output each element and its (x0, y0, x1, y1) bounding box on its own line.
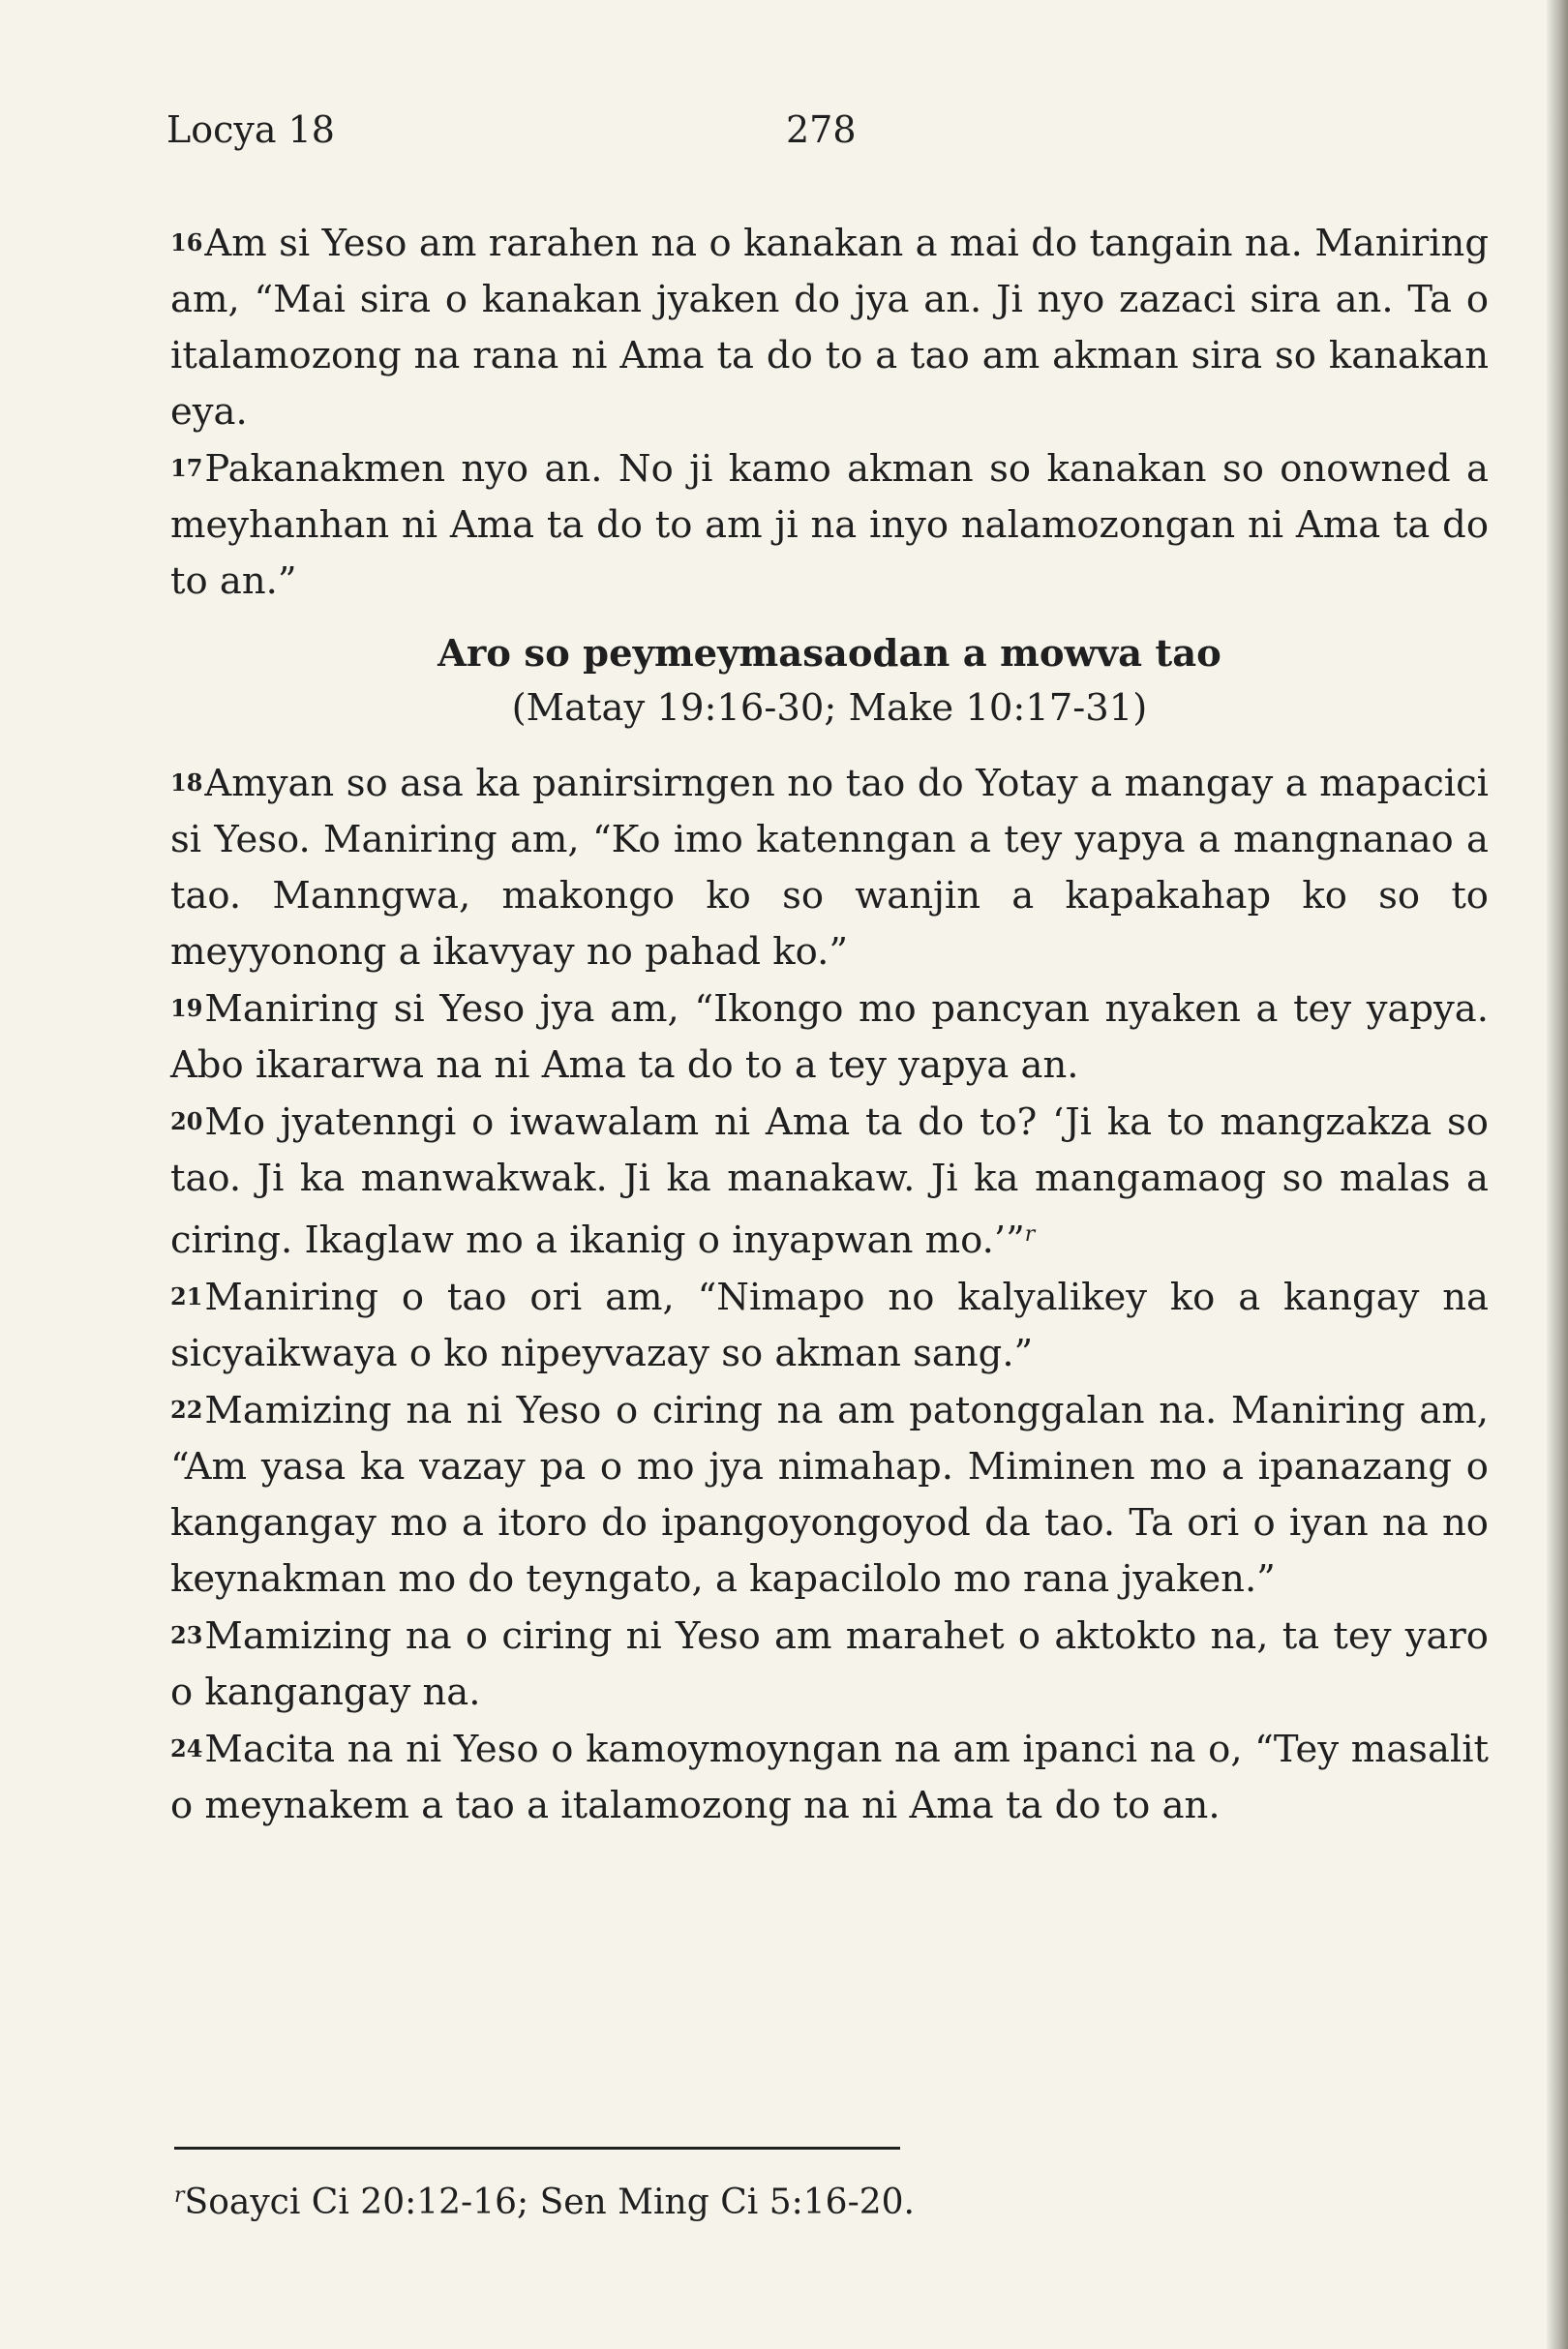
verse-text: Mo jyatenngi o iwawalam ni Ama ta do to? ‘Ji ka to mangzakza so tao. Ji ka manwakwak. Ji ka manakaw. Ji ka mangamaog so malas a ciring. Ikaglaw mo a ikanig o inyapwan mo.’” (170, 1100, 1489, 1262)
verse-text: Mamizing na ni Yeso o ciring na am patonggalan na. Maniring am, “Am yasa ka vazay pa o mo jya nimahap. Miminen mo a ipanazang o kangangay mo a itoro do ipangoyongoyod da tao. Ta ori o iyan na no keynakman mo do teyngato, a kapacilolo mo rana jyaken.” (170, 1389, 1489, 1601)
verse-text: Amyan so asa ka panirsirngen no tao do Yotay a mangay a mapacici si Yeso. Maniring am, “Ko imo katenngan a tey yapya a mangnanao a tao. Manngwa, makongo ko so wanjin a kapakahap ko so to meyyonong a ikavyay no pahad ko.” (170, 762, 1489, 974)
verse-19 (170, 980, 1489, 1094)
verse-number: 16 (170, 228, 203, 256)
verse-23 (170, 1608, 1489, 1721)
section-title: Aro so peymeymasaodan a mowva tao (437, 632, 1221, 676)
verse-number: 19 (170, 994, 203, 1022)
verse-18 (170, 755, 1489, 980)
verse-text: Macita na ni Yeso o kamoymoyngan na am ipanci na o, “Tey masalit o meynakem a tao a italamozong na ni Ama ta do to an. (170, 1728, 1489, 1827)
verse-17 (170, 440, 1489, 610)
verse-text: Mamizing na o ciring ni Yeso am marahet o aktokto na, ta tey yaro o kangangay na. (170, 1614, 1489, 1714)
verse-number: 24 (170, 1734, 203, 1762)
verse-21 (170, 1269, 1489, 1382)
verse-number: 21 (170, 1282, 203, 1310)
verse-number: 22 (170, 1396, 203, 1424)
page-number: 278 (786, 108, 857, 151)
footnote-reference-mark[interactable]: r (1024, 1222, 1036, 1247)
verse-text: Pakanakmen nyo an. No ji kamo akman so kanakan so onowned a meyhanhan ni Ama ta do to am ji na inyo nalamozongan ni Ama ta do to an.” (170, 447, 1489, 603)
page-edge (1547, 0, 1568, 2349)
verse-text: Maniring si Yeso jya am, “Ikongo mo pancyan nyaken a tey yapya. Abo ikararwa na ni Ama ta do to a tey yapya an. (170, 987, 1489, 1087)
footnote-mark: r (174, 2183, 185, 2208)
footnote (174, 2173, 1432, 2226)
verse-number: 20 (170, 1107, 203, 1135)
verse-text: Am si Yeso am rarahen na o kanakan a mai do tangain na. Maniring am, “Mai sira o kanakan jyaken do jya an. Ji nyo zazaci sira an. Ta o italamozong na rana ni Ama ta do to a tao am akman sira so kanakan eya. (170, 222, 1489, 434)
verse-16 (170, 215, 1489, 440)
page-body (170, 215, 1489, 1834)
verse-22 (170, 1382, 1489, 1608)
running-head-book: Locya 18 (166, 108, 335, 151)
footnote-divider (174, 2147, 900, 2150)
verse-text: Maniring o tao ori am, “Nimapo no kalyalikey ko a kangay na sicyaikwaya o ko nipeyvazay so akman sang.” (170, 1276, 1489, 1375)
section-reference: (Matay 19:16-30; Make 10:17-31) (511, 686, 1148, 730)
verse-20 (170, 1094, 1489, 1269)
verse-number: 23 (170, 1621, 203, 1649)
verse-number: 18 (170, 768, 203, 797)
verse-24 (170, 1721, 1489, 1834)
footnote-text: Soayci Ci 20:12-16; Sen Ming Ci 5:16-20. (184, 2183, 915, 2222)
verse-number: 17 (170, 454, 203, 482)
page-header (166, 108, 1483, 166)
